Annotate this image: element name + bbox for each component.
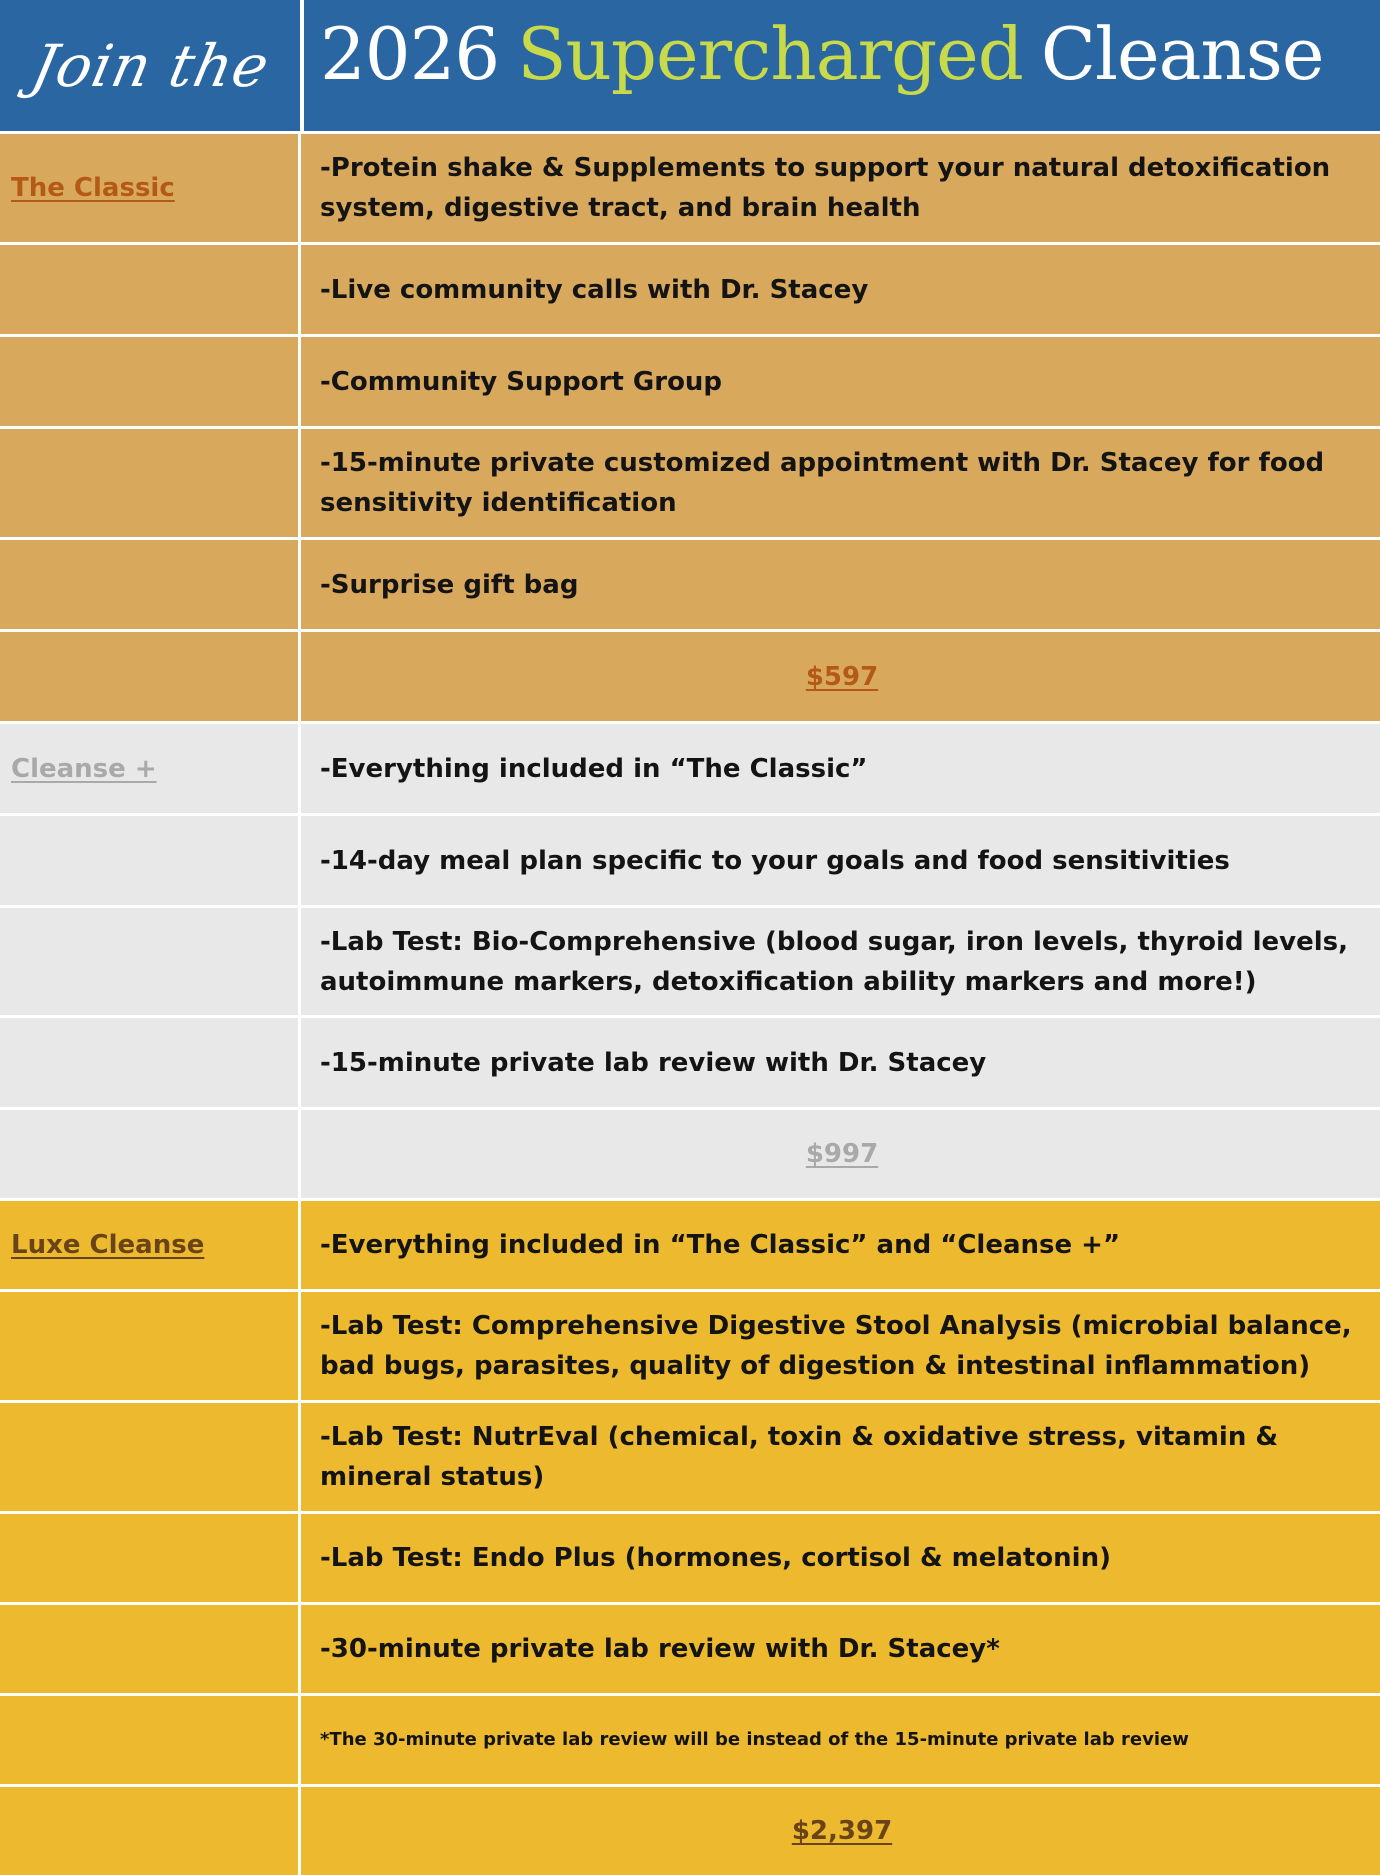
table-row: [0, 426, 1380, 537]
feature-cell: -Everything included in “The Classic”: [320, 753, 868, 784]
table-row: [0, 1015, 1380, 1107]
tier-name-cell: [0, 1403, 301, 1511]
table-row: [0, 1693, 1380, 1784]
tier-name-cell: [0, 429, 301, 537]
feature-cell: -Lab Test: Endo Plus (hormones, cortisol & melatonin): [320, 1543, 1111, 1573]
tier-link-cleanse-plus[interactable]: Cleanse +: [11, 753, 157, 784]
feature-cell: -Community Support Group: [320, 366, 723, 397]
tier-name-cell: [0, 1201, 301, 1289]
table-row: [0, 242, 1380, 334]
table-row: [0, 537, 1380, 629]
price-cell: [304, 1787, 1380, 1875]
table-row: [0, 813, 1380, 905]
table-row: [0, 905, 1380, 1015]
page-title: [320, 0, 1323, 108]
tier-name-cell: [0, 245, 301, 334]
price-cell: [304, 632, 1380, 721]
title-accent: Supercharged: [517, 12, 1023, 96]
tier-name-cell: [0, 816, 301, 905]
join-the-script: Join the: [26, 31, 276, 100]
feature-cell: -Live community calls with Dr. Stacey: [320, 274, 869, 305]
tier-name-cell: [0, 134, 301, 242]
feature-cell: -Lab Test: Bio-Comprehensive (blood sugar, iron levels, thyroid levels, autoimmune markers, detoxification ability markers and more!): [320, 926, 1349, 997]
feature-cell: -15-minute private lab review with Dr. Stacey: [320, 1047, 987, 1078]
table-row: [0, 629, 1380, 721]
table-row: [0, 1198, 1380, 1289]
tier-name-cell: [0, 1110, 301, 1198]
tier-name-cell: [0, 337, 301, 426]
feature-cell: -Protein shake & Supplements to support your natural detoxification system, digestive tract, and brain health: [320, 153, 1331, 223]
tier-name-cell: [0, 908, 301, 1015]
header-divider: [300, 0, 304, 131]
feature-cell: -Surprise gift bag: [320, 569, 579, 600]
feature-cell: -Everything included in “The Classic” and “Cleanse +”: [320, 1230, 1121, 1260]
tier-name-cell: [0, 1514, 301, 1602]
tier-name-cell: [0, 540, 301, 629]
price-cell: [304, 1110, 1380, 1198]
table-row: [0, 131, 1380, 242]
header-script-cell: [0, 0, 302, 131]
price-link-cleanse-plus[interactable]: $997: [805, 1139, 879, 1169]
feature-cell: -Lab Test: Comprehensive Digestive Stool Analysis (microbial balance, bad bugs, parasites, quality of digestion & intestinal inflammation): [320, 1311, 1352, 1381]
table-row: [0, 1400, 1380, 1511]
feature-cell: -Lab Test: NutrEval (chemical, toxin & oxidative stress, vitamin & mineral status): [320, 1422, 1279, 1492]
footnote-cell: *The 30-minute private lab review will be instead of the 15-minute private lab review: [320, 1729, 1189, 1750]
table-row: [0, 1602, 1380, 1693]
feature-cell: -15-minute private customized appointment with Dr. Stacey for food sensitivity identification: [320, 448, 1325, 518]
tier-link-luxe[interactable]: Luxe Cleanse: [11, 1230, 205, 1260]
price-link-classic[interactable]: $597: [805, 661, 879, 692]
table-row: [0, 1289, 1380, 1400]
feature-cell: -30-minute private lab review with Dr. Stacey*: [320, 1634, 1000, 1664]
table-row: [0, 334, 1380, 426]
tier-name-cell: [0, 724, 301, 813]
feature-cell: -14-day meal plan specific to your goals and food sensitivities: [320, 845, 1230, 876]
title-cleanse: Cleanse: [1040, 12, 1324, 96]
title-year: 2026: [320, 12, 500, 96]
tier-name-cell: [0, 1605, 301, 1693]
table-row: [0, 1511, 1380, 1602]
tier-name-cell: [0, 1787, 301, 1875]
tier-name-cell: [0, 1292, 301, 1400]
price-link-luxe[interactable]: $2,397: [791, 1816, 893, 1846]
table-row: [0, 1784, 1380, 1875]
tier-name-cell: [0, 632, 301, 721]
table-row: [0, 721, 1380, 813]
tier-name-cell: [0, 1696, 301, 1784]
table-row: [0, 1107, 1380, 1198]
tier-link-classic[interactable]: The Classic: [11, 173, 175, 203]
tier-name-cell: [0, 1018, 301, 1107]
header-banner: [0, 0, 1380, 131]
